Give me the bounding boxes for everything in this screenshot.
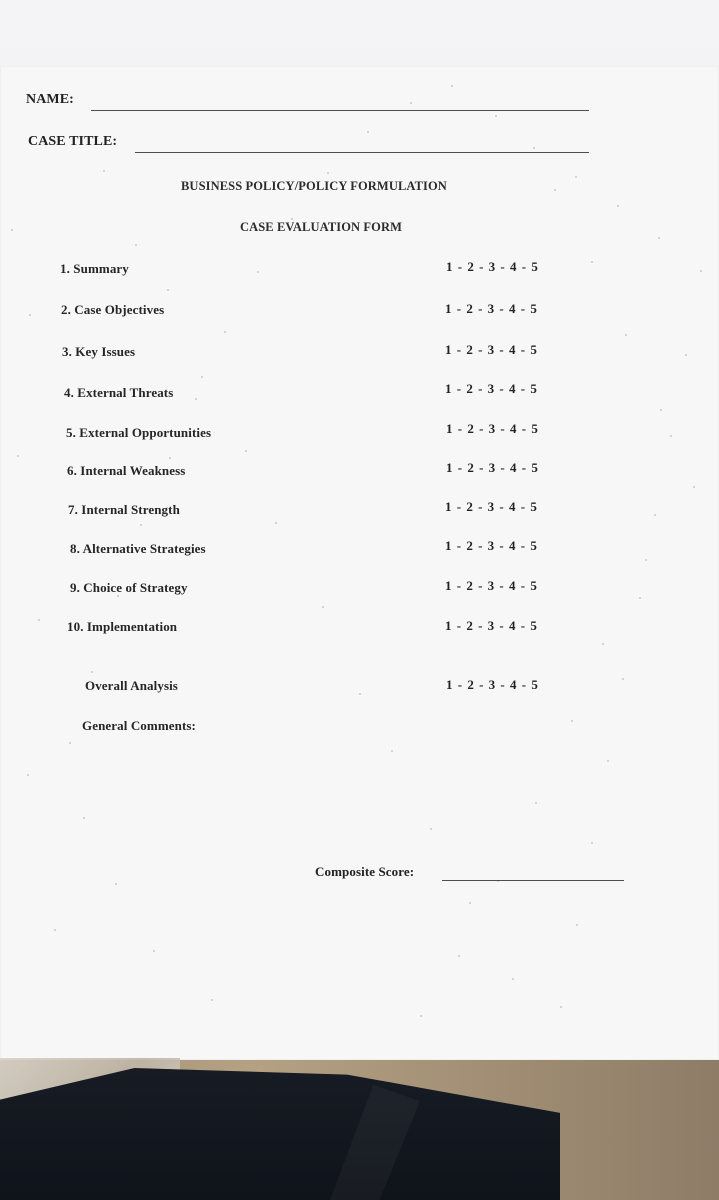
overall-analysis-label: Overall Analysis xyxy=(85,678,178,693)
item-9-score: 1 - 2 - 3 - 4 - 5 xyxy=(445,578,538,593)
item-5-label: 5. External Opportunities xyxy=(66,425,212,440)
case-title-line xyxy=(135,152,589,153)
overall-analysis-score: 1 - 2 - 3 - 4 - 5 xyxy=(446,677,539,692)
case-title-label: CASE TITLE: xyxy=(28,134,118,149)
form-heading: BUSINESS POLICY/POLICY FORMULATION xyxy=(181,179,447,193)
item-1-score: 1 - 2 - 3 - 4 - 5 xyxy=(446,259,539,274)
item-5-score: 1 - 2 - 3 - 4 - 5 xyxy=(446,421,539,436)
item-3-label: 3. Key Issues xyxy=(62,344,136,359)
item-2-score: 1 - 2 - 3 - 4 - 5 xyxy=(445,301,538,316)
paper-top-strip xyxy=(0,0,719,71)
item-4-label: 4. External Threats xyxy=(64,385,174,400)
evaluation-form-paper xyxy=(0,66,719,1060)
item-7-label: 7. Internal Strength xyxy=(68,502,180,517)
item-9-label: 9. Choice of Strategy xyxy=(70,580,188,595)
item-1-label: 1. Summary xyxy=(60,261,129,276)
item-10-label: 10. Implementation xyxy=(67,619,178,634)
item-3-score: 1 - 2 - 3 - 4 - 5 xyxy=(445,342,538,357)
item-8-label: 8. Alternative Strategies xyxy=(70,541,206,556)
item-7-score: 1 - 2 - 3 - 4 - 5 xyxy=(445,499,538,514)
composite-score-label: Composite Score: xyxy=(315,864,415,879)
form-subheading: CASE EVALUATION FORM xyxy=(240,220,402,234)
name-label: NAME: xyxy=(26,92,74,107)
composite-score-line xyxy=(442,880,624,881)
general-comments-label: General Comments: xyxy=(82,718,196,733)
item-6-label: 6. Internal Weakness xyxy=(67,463,186,478)
item-2-label: 2. Case Objectives xyxy=(61,302,165,317)
item-6-score: 1 - 2 - 3 - 4 - 5 xyxy=(446,460,539,475)
name-line xyxy=(91,110,589,111)
item-4-score: 1 - 2 - 3 - 4 - 5 xyxy=(445,381,538,396)
item-10-score: 1 - 2 - 3 - 4 - 5 xyxy=(445,618,538,633)
item-8-score: 1 - 2 - 3 - 4 - 5 xyxy=(445,538,538,553)
